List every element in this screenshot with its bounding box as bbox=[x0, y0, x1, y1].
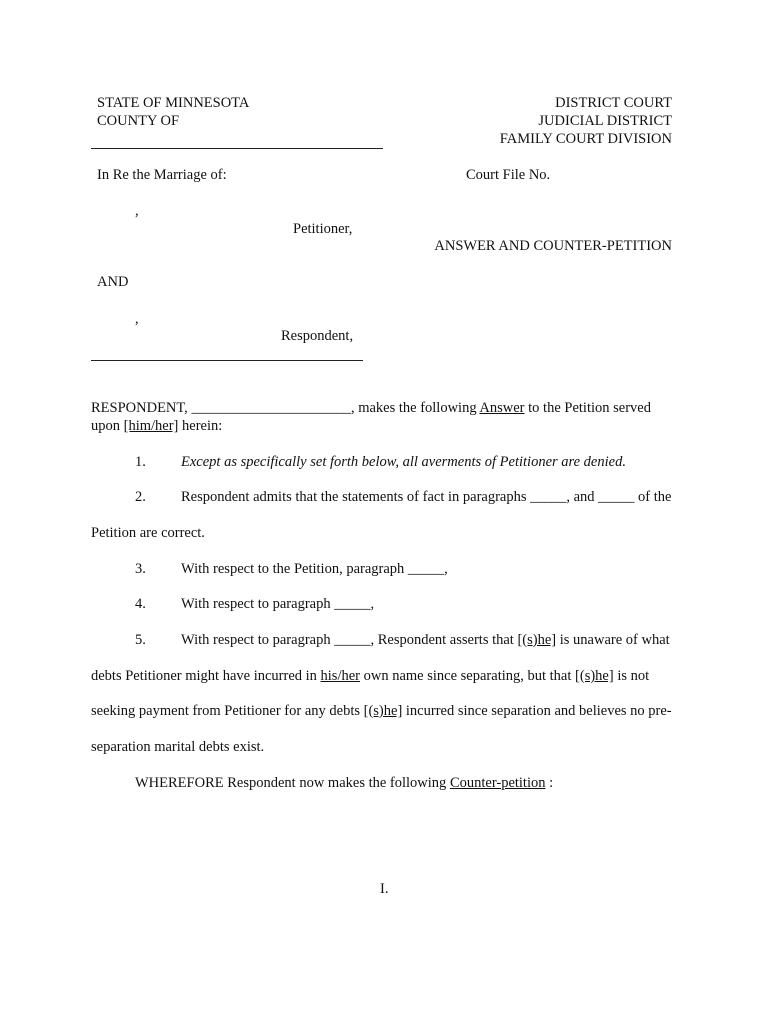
item-4-number: 4. bbox=[135, 596, 146, 612]
item-5-l3-b: incurred since separation and believes no pre- bbox=[402, 703, 672, 719]
item-5-line-2 bbox=[91, 669, 649, 684]
item-5-number: 5. bbox=[135, 632, 146, 648]
pronoun-placeholder: [him/her] bbox=[123, 418, 179, 434]
state-heading: STATE OF MINNESOTA bbox=[97, 95, 250, 111]
counter-petition-link: Counter-petition bbox=[449, 775, 546, 791]
item-5-l2-b: own name since separating, but that bbox=[360, 668, 576, 684]
item-5-l3-a: seeking payment from Petitioner for any debts bbox=[91, 703, 364, 719]
respondent-name-blank: ______________________ bbox=[191, 400, 351, 416]
petitioner-label: Petitioner, bbox=[293, 221, 353, 237]
item-5-l1-a: With respect to paragraph _____, Respondent asserts that bbox=[181, 632, 518, 648]
item-5-l2-pronoun: [(s)he] bbox=[575, 668, 614, 684]
court-file-label: Court File No. bbox=[466, 167, 551, 183]
intro-mid: , makes the following bbox=[350, 400, 480, 416]
court-heading: DISTRICT COURT bbox=[555, 95, 672, 111]
respondent-name-comma: , bbox=[135, 311, 139, 327]
item-5-line-4: separation marital debts exist. bbox=[91, 739, 265, 755]
item-5-l2-his-her: his/her bbox=[320, 668, 360, 684]
section-heading: I. bbox=[380, 881, 389, 897]
county-heading: COUNTY OF bbox=[97, 113, 180, 129]
intro-line-1 bbox=[91, 401, 651, 416]
wherefore-lead: WHEREFORE Respondent now makes the following bbox=[135, 775, 450, 791]
item-4-text: With respect to paragraph _____, bbox=[181, 596, 375, 612]
wherefore-tail: : bbox=[545, 775, 554, 791]
answer-link: Answer bbox=[479, 400, 525, 416]
in-re-label: In Re the Marriage of: bbox=[97, 167, 227, 183]
intro-line2-lead: upon bbox=[91, 418, 124, 434]
item-5-l2-c: is not bbox=[613, 668, 650, 684]
division-heading: FAMILY COURT DIVISION bbox=[499, 131, 672, 147]
caption-bottom-line bbox=[91, 360, 363, 361]
item-1-number: 1. bbox=[135, 454, 146, 470]
item-5-line-3 bbox=[91, 704, 672, 719]
county-line bbox=[91, 148, 383, 149]
district-heading: JUDICIAL DISTRICT bbox=[538, 113, 672, 129]
and-label: AND bbox=[97, 274, 129, 290]
document-title: ANSWER AND COUNTER-PETITION bbox=[434, 238, 672, 254]
item-3-number: 3. bbox=[135, 561, 146, 577]
intro-lead: RESPONDENT, bbox=[91, 400, 192, 416]
item-2-continuation: Petition are correct. bbox=[91, 525, 205, 541]
item-5-l1-b: is unaware of what bbox=[556, 632, 670, 648]
item-3-text: With respect to the Petition, paragraph _____, bbox=[181, 561, 448, 577]
item-5-l3-pronoun: [(s)he] bbox=[363, 703, 403, 719]
item-5-l2-a: debts Petitioner might have incurred in bbox=[91, 668, 321, 684]
intro-after-answer: to the Petition served bbox=[524, 400, 651, 416]
item-5-l1-pronoun: [(s)he] bbox=[517, 632, 557, 648]
item-2-text: Respondent admits that the statements of fact in paragraphs _____, and _____ of the bbox=[181, 489, 672, 505]
intro-line-2 bbox=[91, 419, 222, 434]
respondent-label: Respondent, bbox=[281, 328, 354, 344]
petitioner-name-comma: , bbox=[135, 203, 139, 219]
item-1-text: Except as specifically set forth below, all averments of Petitioner are denied. bbox=[181, 454, 626, 470]
intro-line2-tail: herein: bbox=[178, 418, 223, 434]
item-5-line-1 bbox=[181, 633, 670, 648]
wherefore-line bbox=[135, 776, 553, 791]
item-2-number: 2. bbox=[135, 489, 146, 505]
